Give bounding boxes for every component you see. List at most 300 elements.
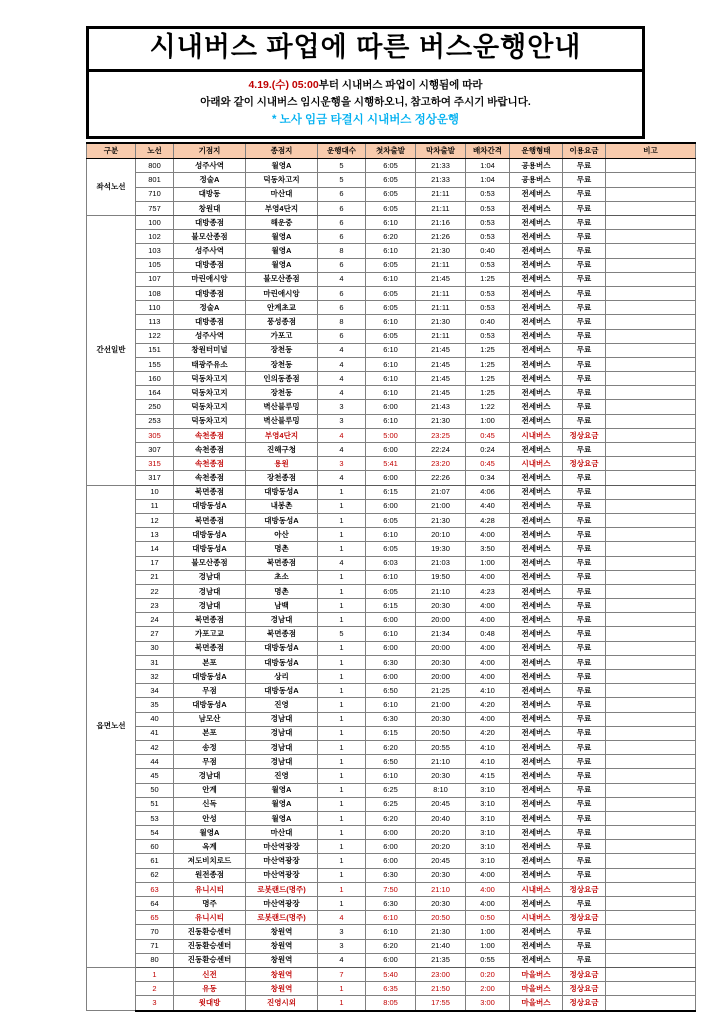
cell-vehicle-count: 1 [318, 528, 366, 542]
cell-vehicle-count: 1 [318, 599, 366, 613]
cell-first-departure: 6:00 [366, 443, 416, 457]
cell-fare: 무료 [563, 868, 606, 882]
table-header [87, 143, 696, 159]
cell-origin: 유니시티 [174, 882, 246, 896]
cell-destination: 대방동성A [246, 513, 318, 527]
cell-headway: 1:00 [466, 414, 510, 428]
cell-note [606, 443, 696, 457]
cell-fare: 무료 [563, 443, 606, 457]
cell-last-departure: 21:34 [416, 627, 466, 641]
cell-fare: 무료 [563, 201, 606, 215]
cell-operation-type: 전세버스 [510, 414, 563, 428]
cell-note [606, 457, 696, 471]
cell-vehicle-count: 1 [318, 542, 366, 556]
cell-destination: 로봇랜드(명주) [246, 911, 318, 925]
cell-note [606, 286, 696, 300]
cell-note [606, 230, 696, 244]
cell-fare: 무료 [563, 230, 606, 244]
cell-note [606, 726, 696, 740]
cell-vehicle-count: 1 [318, 797, 366, 811]
cell-route: 307 [136, 443, 174, 457]
row-group-label [87, 967, 136, 1010]
cell-note [606, 613, 696, 627]
cell-origin: 북면종점 [174, 613, 246, 627]
cell-operation-type: 전세버스 [510, 258, 563, 272]
cell-first-departure: 6:10 [366, 528, 416, 542]
cell-first-departure: 6:15 [366, 599, 416, 613]
cell-note [606, 740, 696, 754]
cell-operation-type: 전세버스 [510, 386, 563, 400]
table-row [87, 159, 696, 173]
cell-headway: 4:00 [466, 570, 510, 584]
cell-vehicle-count: 6 [318, 216, 366, 230]
cell-fare: 무료 [563, 953, 606, 967]
cell-operation-type: 전세버스 [510, 925, 563, 939]
cell-first-departure: 6:00 [366, 471, 416, 485]
cell-first-departure: 6:10 [366, 372, 416, 386]
cell-note [606, 967, 696, 981]
cell-first-departure: 6:10 [366, 343, 416, 357]
cell-operation-type: 마을버스 [510, 996, 563, 1011]
table-row [87, 641, 696, 655]
table-body [87, 159, 696, 1011]
cell-last-departure: 19:50 [416, 570, 466, 584]
cell-destination: 창원역 [246, 953, 318, 967]
cell-last-departure: 21:30 [416, 925, 466, 939]
cell-first-departure: 5:41 [366, 457, 416, 471]
cell-headway: 4:10 [466, 740, 510, 754]
cell-operation-type: 전세버스 [510, 286, 563, 300]
cell-vehicle-count: 5 [318, 159, 366, 173]
cell-fare: 무료 [563, 684, 606, 698]
cell-route: 51 [136, 797, 174, 811]
cell-vehicle-count: 6 [318, 187, 366, 201]
cell-destination: 풍성종점 [246, 315, 318, 329]
cell-origin: 대방종점 [174, 315, 246, 329]
cell-note [606, 528, 696, 542]
cell-headway: 0:40 [466, 244, 510, 258]
cell-destination: 장천동 [246, 386, 318, 400]
cell-destination: 해운중 [246, 216, 318, 230]
cell-route: 122 [136, 329, 174, 343]
table-row [87, 740, 696, 754]
cell-operation-type: 전세버스 [510, 670, 563, 684]
cell-headway: 4:20 [466, 726, 510, 740]
cell-first-departure: 6:05 [366, 301, 416, 315]
table-row [87, 684, 696, 698]
cell-route: 64 [136, 897, 174, 911]
cell-note [606, 627, 696, 641]
cell-destination: 진해구청 [246, 443, 318, 457]
cell-destination: 장천동 [246, 343, 318, 357]
cell-fare: 무료 [563, 216, 606, 230]
cell-last-departure: 21:50 [416, 982, 466, 996]
cell-headway: 3:10 [466, 797, 510, 811]
table-row [87, 542, 696, 556]
cell-vehicle-count: 1 [318, 740, 366, 754]
cell-fare: 무료 [563, 670, 606, 684]
cell-operation-type: 전세버스 [510, 513, 563, 527]
cell-route: 35 [136, 698, 174, 712]
table-row [87, 272, 696, 286]
cell-note [606, 953, 696, 967]
cell-note [606, 882, 696, 896]
cell-headway: 1:25 [466, 272, 510, 286]
cell-vehicle-count: 1 [318, 684, 366, 698]
cell-note [606, 201, 696, 215]
cell-first-departure: 6:10 [366, 698, 416, 712]
cell-last-departure: 20:30 [416, 655, 466, 669]
cell-origin: 진동환승센터 [174, 953, 246, 967]
cell-destination: 북면종점 [246, 556, 318, 570]
cell-first-departure: 6:25 [366, 797, 416, 811]
cell-first-departure: 6:05 [366, 329, 416, 343]
table-row [87, 187, 696, 201]
cell-route: 44 [136, 755, 174, 769]
cell-last-departure: 21:00 [416, 499, 466, 513]
cell-destination: 대방동성A [246, 684, 318, 698]
cell-route: 151 [136, 343, 174, 357]
cell-fare: 정상요금 [563, 882, 606, 896]
cell-last-departure: 21:11 [416, 286, 466, 300]
cell-operation-type: 전세버스 [510, 797, 563, 811]
cell-vehicle-count: 6 [318, 258, 366, 272]
cell-headway: 0:45 [466, 457, 510, 471]
table-row [87, 244, 696, 258]
cell-vehicle-count: 1 [318, 755, 366, 769]
cell-first-departure: 6:00 [366, 499, 416, 513]
cell-first-departure: 6:05 [366, 173, 416, 187]
cell-operation-type: 전세버스 [510, 698, 563, 712]
header-group: 구분 [87, 143, 136, 159]
cell-headway: 3:10 [466, 854, 510, 868]
cell-note [606, 372, 696, 386]
row-group-label: 좌석노선 [87, 159, 136, 216]
header-to: 종점지 [246, 143, 318, 159]
cell-vehicle-count: 1 [318, 826, 366, 840]
cell-origin: 속천종점 [174, 457, 246, 471]
cell-vehicle-count: 1 [318, 499, 366, 513]
notice-line-1-rest: 부터 시내버스 파업이 시행됨에 따라 [318, 78, 483, 91]
cell-vehicle-count: 8 [318, 315, 366, 329]
cell-operation-type: 전세버스 [510, 570, 563, 584]
cell-first-departure: 7:50 [366, 882, 416, 896]
cell-note [606, 670, 696, 684]
cell-first-departure: 6:00 [366, 953, 416, 967]
cell-operation-type: 전세버스 [510, 655, 563, 669]
cell-route: 107 [136, 272, 174, 286]
table-row [87, 372, 696, 386]
cell-last-departure: 20:00 [416, 641, 466, 655]
cell-vehicle-count: 3 [318, 925, 366, 939]
cell-last-departure: 21:30 [416, 315, 466, 329]
cell-note [606, 343, 696, 357]
cell-first-departure: 6:20 [366, 740, 416, 754]
cell-note [606, 414, 696, 428]
cell-note [606, 315, 696, 329]
cell-fare: 무료 [563, 755, 606, 769]
cell-last-departure: 22:24 [416, 443, 466, 457]
cell-first-departure: 6:10 [366, 386, 416, 400]
cell-vehicle-count: 8 [318, 244, 366, 258]
cell-note [606, 769, 696, 783]
cell-last-departure: 20:50 [416, 911, 466, 925]
cell-last-departure: 21:45 [416, 357, 466, 371]
cell-vehicle-count: 1 [318, 670, 366, 684]
cell-headway: 1:25 [466, 343, 510, 357]
strike-start-datetime: 4.19.(수) 05:00 [248, 78, 319, 91]
cell-note [606, 570, 696, 584]
cell-vehicle-count: 1 [318, 485, 366, 499]
cell-origin: 불모산종점 [174, 230, 246, 244]
cell-origin: 북면종점 [174, 485, 246, 499]
cell-first-departure: 6:00 [366, 840, 416, 854]
cell-fare: 무료 [563, 343, 606, 357]
title-banner [86, 26, 645, 72]
cell-route: 801 [136, 173, 174, 187]
table-row [87, 925, 696, 939]
cell-route: 110 [136, 301, 174, 315]
cell-origin: 덕동차고지 [174, 386, 246, 400]
table-row [87, 443, 696, 457]
cell-last-departure: 20:10 [416, 528, 466, 542]
cell-headway: 0:55 [466, 953, 510, 967]
cell-origin: 속천종점 [174, 428, 246, 442]
cell-headway: 0:24 [466, 443, 510, 457]
cell-fare: 무료 [563, 329, 606, 343]
cell-route: 22 [136, 584, 174, 598]
cell-vehicle-count: 1 [318, 712, 366, 726]
header-type: 운행형태 [510, 143, 563, 159]
cell-first-departure: 6:10 [366, 627, 416, 641]
cell-fare: 무료 [563, 698, 606, 712]
header-gap: 배차간격 [466, 143, 510, 159]
cell-route: 42 [136, 740, 174, 754]
cell-operation-type: 전세버스 [510, 826, 563, 840]
cell-route: 317 [136, 471, 174, 485]
cell-origin: 덕동차고지 [174, 372, 246, 386]
cell-fare: 무료 [563, 726, 606, 740]
cell-last-departure: 21:35 [416, 953, 466, 967]
cell-fare: 무료 [563, 159, 606, 173]
cell-origin: 유동 [174, 982, 246, 996]
table-row [87, 513, 696, 527]
cell-fare: 정상요금 [563, 982, 606, 996]
cell-last-departure: 21:16 [416, 216, 466, 230]
table-row [87, 329, 696, 343]
cell-route: 61 [136, 854, 174, 868]
cell-first-departure: 6:10 [366, 315, 416, 329]
cell-route: 24 [136, 613, 174, 627]
cell-last-departure: 20:50 [416, 726, 466, 740]
cell-headway: 0:53 [466, 201, 510, 215]
cell-destination: 부영4단지 [246, 428, 318, 442]
cell-last-departure: 20:55 [416, 740, 466, 754]
cell-headway: 4:00 [466, 655, 510, 669]
cell-destination: 월영A [246, 244, 318, 258]
cell-vehicle-count: 1 [318, 655, 366, 669]
cell-vehicle-count: 4 [318, 357, 366, 371]
cell-route: 62 [136, 868, 174, 882]
cell-first-departure: 6:03 [366, 556, 416, 570]
cell-operation-type: 전세버스 [510, 599, 563, 613]
cell-vehicle-count: 6 [318, 286, 366, 300]
cell-route: 100 [136, 216, 174, 230]
cell-origin: 북면종점 [174, 641, 246, 655]
cell-vehicle-count: 4 [318, 428, 366, 442]
cell-last-departure: 20:20 [416, 826, 466, 840]
cell-last-departure: 21:45 [416, 343, 466, 357]
cell-vehicle-count: 1 [318, 996, 366, 1011]
cell-first-departure: 6:15 [366, 726, 416, 740]
cell-origin: 대방동성A [174, 528, 246, 542]
cell-operation-type: 전세버스 [510, 641, 563, 655]
cell-last-departure: 21:11 [416, 258, 466, 272]
cell-headway: 4:00 [466, 868, 510, 882]
cell-route: 155 [136, 357, 174, 371]
cell-operation-type: 공용버스 [510, 159, 563, 173]
cell-destination: 경남대 [246, 740, 318, 754]
cell-note [606, 783, 696, 797]
cell-note [606, 911, 696, 925]
cell-last-departure: 21:25 [416, 684, 466, 698]
table-header-row [87, 143, 696, 159]
cell-destination: 로봇랜드(명주) [246, 882, 318, 896]
cell-fare: 무료 [563, 471, 606, 485]
cell-vehicle-count: 1 [318, 897, 366, 911]
header-from: 기점지 [174, 143, 246, 159]
cell-vehicle-count: 1 [318, 982, 366, 996]
cell-destination: 경남대 [246, 613, 318, 627]
cell-vehicle-count: 3 [318, 414, 366, 428]
cell-vehicle-count: 3 [318, 400, 366, 414]
cell-operation-type: 전세버스 [510, 216, 563, 230]
cell-fare: 무료 [563, 584, 606, 598]
cell-headway: 0:48 [466, 627, 510, 641]
cell-note [606, 996, 696, 1011]
cell-origin: 가포고교 [174, 627, 246, 641]
header-count: 운행대수 [318, 143, 366, 159]
cell-origin: 정술A [174, 173, 246, 187]
cell-vehicle-count: 4 [318, 953, 366, 967]
cell-operation-type: 전세버스 [510, 187, 563, 201]
cell-operation-type: 전세버스 [510, 343, 563, 357]
cell-destination: 벽산블루밍 [246, 400, 318, 414]
notice-line-3: * 노사 임금 타결시 시내버스 정상운행 [271, 114, 460, 127]
cell-destination: 용원 [246, 457, 318, 471]
cell-operation-type: 전세버스 [510, 315, 563, 329]
cell-first-departure: 6:10 [366, 216, 416, 230]
cell-route: 45 [136, 769, 174, 783]
cell-last-departure: 20:00 [416, 670, 466, 684]
cell-route: 23 [136, 599, 174, 613]
cell-operation-type: 전세버스 [510, 840, 563, 854]
cell-first-departure: 6:10 [366, 911, 416, 925]
table-row [87, 386, 696, 400]
header-fare: 이용요금 [563, 143, 606, 159]
cell-origin: 북면종점 [174, 513, 246, 527]
cell-route: 70 [136, 925, 174, 939]
cell-fare: 무료 [563, 599, 606, 613]
cell-origin: 마린애시앙 [174, 272, 246, 286]
cell-operation-type: 전세버스 [510, 939, 563, 953]
cell-vehicle-count: 4 [318, 556, 366, 570]
cell-first-departure: 6:05 [366, 159, 416, 173]
table-row [87, 584, 696, 598]
cell-destination: 진영시외 [246, 996, 318, 1011]
cell-first-departure: 6:20 [366, 811, 416, 825]
cell-vehicle-count: 1 [318, 726, 366, 740]
cell-headway: 3:00 [466, 996, 510, 1011]
cell-fare: 무료 [563, 173, 606, 187]
cell-operation-type: 전세버스 [510, 556, 563, 570]
cell-headway: 0:34 [466, 471, 510, 485]
cell-origin: 옥계 [174, 840, 246, 854]
cell-headway: 4:06 [466, 485, 510, 499]
cell-fare: 무료 [563, 315, 606, 329]
cell-headway: 0:40 [466, 315, 510, 329]
cell-vehicle-count: 4 [318, 471, 366, 485]
cell-last-departure: 20:30 [416, 769, 466, 783]
cell-operation-type: 전세버스 [510, 329, 563, 343]
cell-fare: 무료 [563, 925, 606, 939]
cell-note [606, 400, 696, 414]
cell-destination: 대방동성A [246, 641, 318, 655]
cell-first-departure: 6:05 [366, 187, 416, 201]
cell-headway: 0:53 [466, 258, 510, 272]
cell-last-departure: 23:25 [416, 428, 466, 442]
table-row [87, 868, 696, 882]
cell-origin: 대방동성A [174, 670, 246, 684]
cell-vehicle-count: 1 [318, 641, 366, 655]
table-row [87, 755, 696, 769]
table-row [87, 783, 696, 797]
cell-fare: 무료 [563, 783, 606, 797]
cell-last-departure: 21:45 [416, 386, 466, 400]
cell-origin: 안성 [174, 811, 246, 825]
cell-first-departure: 6:10 [366, 414, 416, 428]
cell-headway: 3:10 [466, 783, 510, 797]
cell-first-departure: 6:20 [366, 939, 416, 953]
cell-destination: 월영A [246, 159, 318, 173]
cell-destination: 마산대 [246, 187, 318, 201]
cell-headway: 3:10 [466, 840, 510, 854]
cell-operation-type: 전세버스 [510, 272, 563, 286]
cell-headway: 1:25 [466, 372, 510, 386]
header-first: 첫차출발 [366, 143, 416, 159]
cell-destination: 창원역 [246, 925, 318, 939]
cell-headway: 0:20 [466, 967, 510, 981]
cell-vehicle-count: 3 [318, 939, 366, 953]
cell-operation-type: 전세버스 [510, 868, 563, 882]
cell-operation-type: 전세버스 [510, 528, 563, 542]
cell-first-departure: 6:50 [366, 684, 416, 698]
table-row [87, 854, 696, 868]
cell-last-departure: 21:10 [416, 882, 466, 896]
cell-headway: 1:25 [466, 357, 510, 371]
cell-origin: 유니시티 [174, 911, 246, 925]
table-row [87, 627, 696, 641]
cell-fare: 무료 [563, 811, 606, 825]
table-row [87, 400, 696, 414]
cell-destination: 마산대 [246, 826, 318, 840]
cell-origin: 대방동성A [174, 542, 246, 556]
header-note: 비고 [606, 143, 696, 159]
cell-route: 250 [136, 400, 174, 414]
cell-destination: 상리 [246, 670, 318, 684]
cell-first-departure: 6:05 [366, 542, 416, 556]
cell-last-departure: 21:10 [416, 755, 466, 769]
